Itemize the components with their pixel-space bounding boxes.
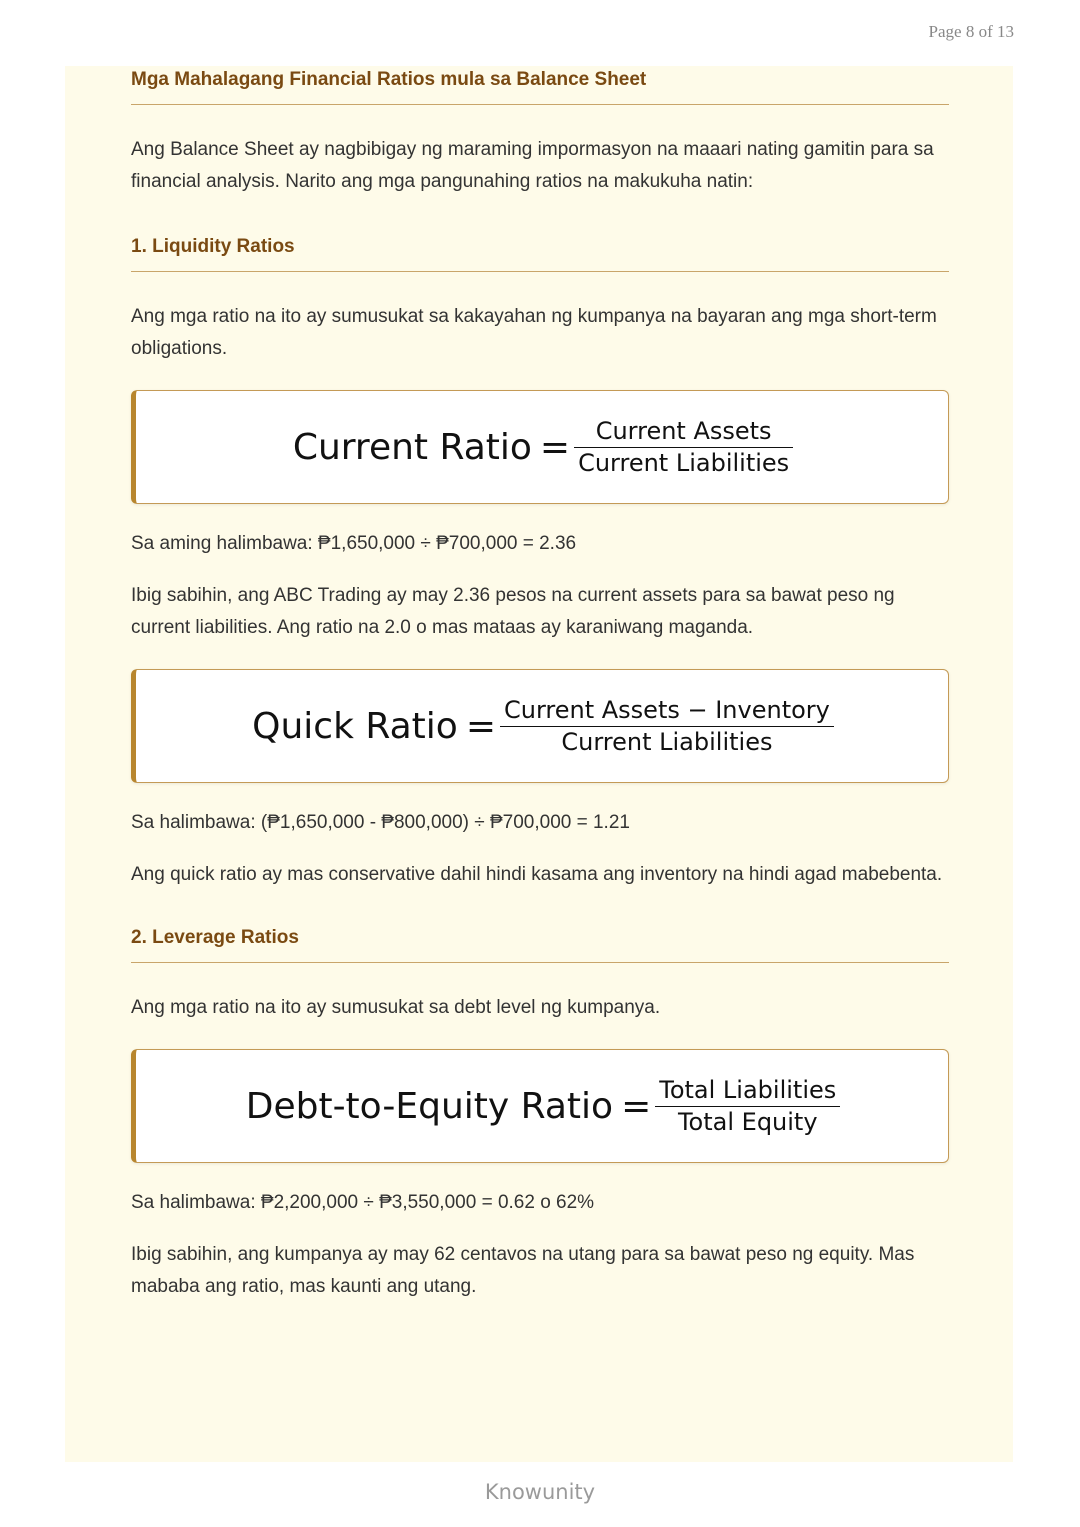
page-content — [131, 66, 949, 1303]
formula-denominator: Current Liabilities — [561, 727, 773, 756]
formula-numerator: Total Liabilities — [655, 1076, 840, 1106]
quick-ratio-formula-box — [131, 669, 949, 783]
current-ratio-explanation: Ibig sabihin, ang ABC Trading ay may 2.36 pesos na current assets para sa bawat peso ng current liabilities. Ang ratio na 2.0 o mas mataas ay karaniwang maganda. — [131, 585, 895, 638]
quick-ratio-explanation: Ang quick ratio ay mas conservative dahil hindi kasama ang inventory na hindi agad mabebenta. — [131, 864, 943, 885]
footer-brand: Knowunity — [484, 1480, 596, 1504]
debt-to-equity-formula-box — [131, 1049, 949, 1163]
current-ratio-example: Sa aming halimbawa: ₱1,650,000 ÷ ₱700,000 = 2.36 — [131, 533, 577, 554]
formula-equals: = — [621, 1085, 652, 1127]
formula-numerator: Current Assets — [574, 417, 793, 447]
debt-to-equity-formula — [246, 1076, 839, 1136]
formula-fraction — [502, 696, 832, 756]
formula-lhs: Debt-to-Equity Ratio — [245, 1085, 614, 1127]
formula-equals: = — [465, 705, 496, 747]
liquidity-heading: 1. Liquidity Ratios — [131, 236, 949, 272]
intro-paragraph: Ang Balance Sheet ay nagbibigay ng maraming impormasyon na maaari nating gamitin para sa financial analysis. Narito ang mga pangunahing ratios na makukuha natin: — [131, 139, 934, 192]
formula-fraction — [576, 417, 791, 477]
liquidity-description: Ang mga ratio na ito ay sumusukat sa kakayahan ng kumpanya na bayaran ang mga short-term obligations. — [131, 306, 937, 359]
formula-denominator: Total Equity — [677, 1107, 818, 1136]
formula-lhs: Quick Ratio — [252, 705, 458, 747]
current-ratio-formula-box — [131, 390, 949, 504]
formula-fraction — [657, 1076, 838, 1136]
formula-lhs: Current Ratio — [292, 426, 532, 468]
debt-to-equity-explanation: Ibig sabihin, ang kumpanya ay may 62 centavos na utang para sa bawat peso ng equity. Mas mababa ang ratio, mas kaunti ang utang. — [131, 1244, 915, 1297]
document-page — [65, 66, 1013, 1462]
leverage-heading: 2. Leverage Ratios — [131, 927, 949, 963]
quick-ratio-formula — [252, 696, 832, 756]
debt-to-equity-example: Sa halimbawa: ₱2,200,000 ÷ ₱3,550,000 = 0.62 o 62% — [131, 1192, 595, 1213]
formula-denominator: Current Liabilities — [578, 448, 790, 477]
formula-numerator: Current Assets − Inventory — [500, 696, 834, 726]
page-title: Mga Mahalagang Financial Ratios mula sa Balance Sheet — [131, 66, 949, 105]
current-ratio-formula — [293, 417, 791, 477]
formula-equals: = — [539, 426, 571, 468]
leverage-description: Ang mga ratio na ito ay sumusukat sa debt level ng kumpanya. — [131, 997, 661, 1018]
quick-ratio-example: Sa halimbawa: (₱1,650,000 - ₱800,000) ÷ ₱700,000 = 1.21 — [131, 812, 630, 833]
page-number: Page 8 of 13 — [928, 22, 1014, 41]
